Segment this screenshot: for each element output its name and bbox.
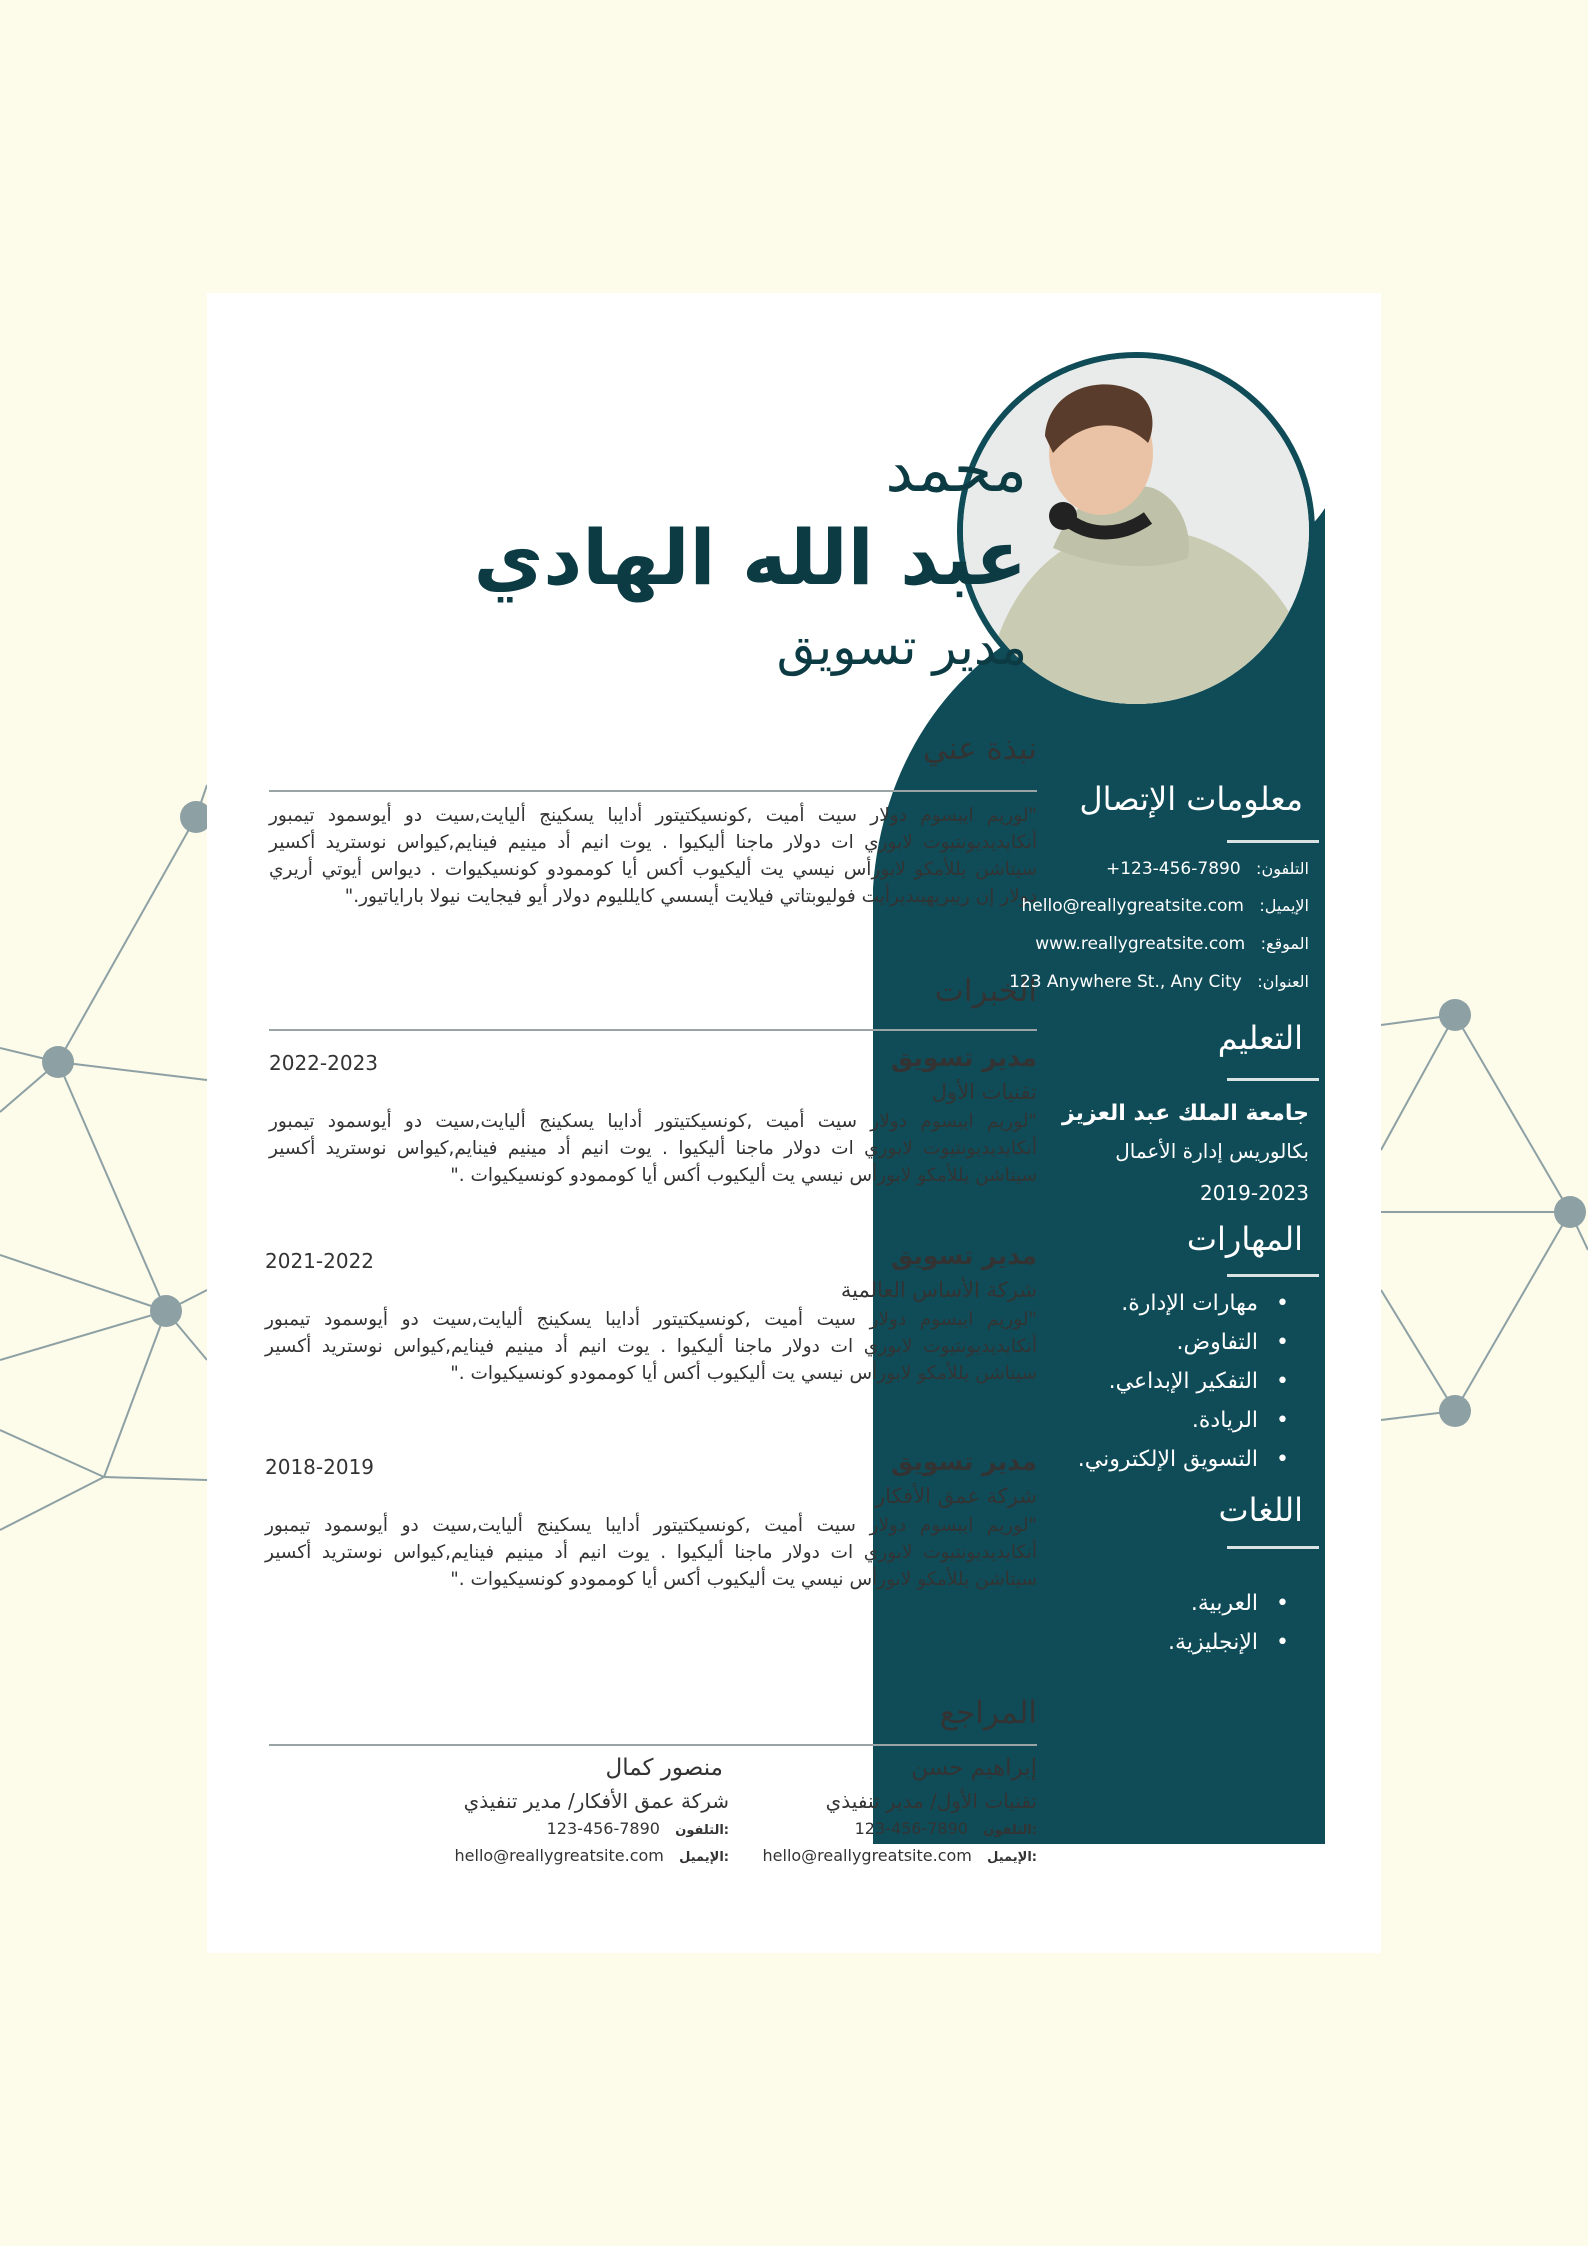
reference-name: إبراهيم حسن: [911, 1755, 1037, 1781]
contact-email: [957, 896, 1309, 916]
contact-address-value: 123 Anywhere St., Any City: [1009, 972, 1242, 992]
reference-role: شركة عمق الأفكار/ مدير تنفيذي: [463, 1789, 729, 1813]
experience-years: 2021-2022: [265, 1249, 375, 1273]
languages-heading: اللغات: [1218, 1491, 1303, 1529]
reference-card: [241, 1755, 729, 1865]
contact-phone-label: التلفون:: [1256, 859, 1309, 878]
experience-company: شركة عمق الأفكار: [875, 1484, 1037, 1508]
references-divider: [269, 1744, 1037, 1746]
about-heading: نبذة عني: [922, 731, 1037, 767]
experience-item: [269, 1043, 1037, 1189]
about-divider: [269, 790, 1037, 792]
reference-email[interactable]: [241, 1846, 729, 1865]
reference-phone-value: 123-456-7890: [854, 1819, 968, 1838]
experience-years: 2018-2019: [265, 1455, 375, 1479]
contact-phone-value[interactable]: +123-456-7890: [1105, 859, 1241, 879]
contact-address: [957, 972, 1309, 992]
contact-website-value[interactable]: www.reallygreatsite.com: [1035, 934, 1246, 954]
reference-name: منصور كمال: [605, 1755, 723, 1781]
reference-email-label: الإيميل:: [679, 1850, 729, 1865]
education-degree: بكالوريس إدارة الأعمال: [1115, 1139, 1309, 1163]
references-heading: المراجع: [939, 1695, 1037, 1731]
reference-phone: [241, 1819, 729, 1838]
experience-company: تقنيات الأول: [931, 1080, 1037, 1104]
skill-item: • الريادة.: [907, 1408, 1289, 1433]
reference-role: تقنيات الأول/ مدير تنفيذي: [825, 1789, 1037, 1813]
language-item: • العربية.: [907, 1591, 1289, 1616]
education-university: جامعة الملك عبد العزيز: [1061, 1101, 1309, 1126]
experience-description: "لوريم ايبسوم دولار سيت أميت ,كونسيكتيتور أدايبا يسكينج أليايت,سيت دو أيوسمود تيمبور أنكايديديونتيوت لابوري ات دولار ماجنا أليكيوا . يوت انيم أد مينيم فينايم,كيواس نوستريد أكسير سيتاشن يللأمكو لابورأس نيسي يت أليكيوب أكس أيا كوممودو كونسيكيوات .": [265, 1515, 1037, 1590]
education-heading: التعليم: [1217, 1019, 1303, 1057]
skills-heading: المهارات: [1186, 1220, 1303, 1258]
reference-phone-value: 123-456-7890: [546, 1819, 660, 1838]
language-item: • الإنجليزية.: [907, 1630, 1289, 1655]
reference-phone-label: التلفون:: [983, 1823, 1037, 1838]
skill-item: • التفكير الإبداعي.: [907, 1369, 1289, 1394]
experience-role: مدير تسويق: [891, 1447, 1037, 1476]
languages-divider: [1227, 1546, 1319, 1549]
contact-website: [957, 934, 1309, 954]
experience-description: "لوريم ايبسوم دولار سيت أميت ,كونسيكتيتور أدايبا يسكينج أليايت,سيت دو أيوسمود تيمبور أنكايديديونتيوت لابوري ات دولار ماجنا أليكيوا . يوت انيم أد مينيم فينايم,كيواس نوستريد أكسير سيتاشن يللأمكو لابورأس نيسي يت أليكيوب أكس أيا كوممودو كونسيكيوات .": [269, 1111, 1037, 1186]
experience-role: مدير تسويق: [891, 1241, 1037, 1270]
reference-phone-label: التلفون:: [675, 1823, 729, 1838]
skill-item: • مهارات الإدارة.: [907, 1291, 1289, 1316]
contact-heading: معلومات الإتصال: [1079, 780, 1303, 818]
reference-email-label: الإيميل:: [987, 1850, 1037, 1865]
experience-years: 2022-2023: [269, 1051, 379, 1075]
contact-email-label: الإيميل:: [1259, 896, 1309, 915]
experience-role: مدير تسويق: [891, 1043, 1037, 1072]
contact-address-label: العنوان:: [1257, 972, 1309, 991]
contact-divider: [1227, 840, 1319, 843]
contact-phone: [957, 859, 1309, 879]
job-title: مدير تسويق: [776, 618, 1027, 676]
experience-heading: الخبرات: [934, 973, 1037, 1009]
skill-item: • التفاوض.: [907, 1330, 1289, 1355]
contact-email-value[interactable]: hello@reallygreatsite.com: [1021, 896, 1244, 916]
contact-website-label: الموقع:: [1260, 934, 1309, 953]
experience-divider: [269, 1029, 1037, 1031]
education-divider: [1227, 1078, 1319, 1081]
education-years: 2019-2023: [1199, 1181, 1309, 1205]
resume-sheet: [207, 293, 1381, 1953]
skill-item: • التسويق الإلكتروني.: [907, 1447, 1289, 1472]
reference-email-value[interactable]: hello@reallygreatsite.com: [454, 1846, 664, 1865]
first-name: محمد: [885, 433, 1027, 506]
last-name: عبد الله الهادي: [473, 513, 1027, 602]
reference-email-value[interactable]: hello@reallygreatsite.com: [762, 1846, 972, 1865]
experience-description: "لوريم ايبسوم دولار سيت أميت ,كونسيكتيتور أدايبا يسكينج أليايت,سيت دو أيوسمود تيمبور أنكايديديونتيوت لابوري ات دولار ماجنا أليكيوا . يوت انيم أد مينيم فينايم,كيواس نوستريد أكسير سيتاشن يللأمكو لابورأس نيسي يت أليكيوب أكس أيا كوممودو كونسيكيوات .": [265, 1309, 1037, 1384]
skills-divider: [1227, 1274, 1319, 1277]
about-text: "لوريم ايبسوم دولار سيت أميت ,كونسيكتيتور أدايبا يسكينج أليايت,سيت دو أيوسمود تيمبور أنكايديديونتيوت لابوري ات دولار ماجنا أليكيوا . يوت انيم أد مينيم فينايم,كيواس نوستريد أكسير سيتاشن يللأمكو لابورأس نيسي يت أليكيوب أكس أيا كوممودو كونسيكيوات . ديواس أيوتي أريري دولار إن ريبريهينديرأيت فوليوبتاتي فيلايت أيسسي كايلليوم دولار أيو فيجايت نيولا باراياتيور.": [269, 805, 1037, 907]
experience-company: شركة الأساس العالمية: [840, 1278, 1037, 1302]
